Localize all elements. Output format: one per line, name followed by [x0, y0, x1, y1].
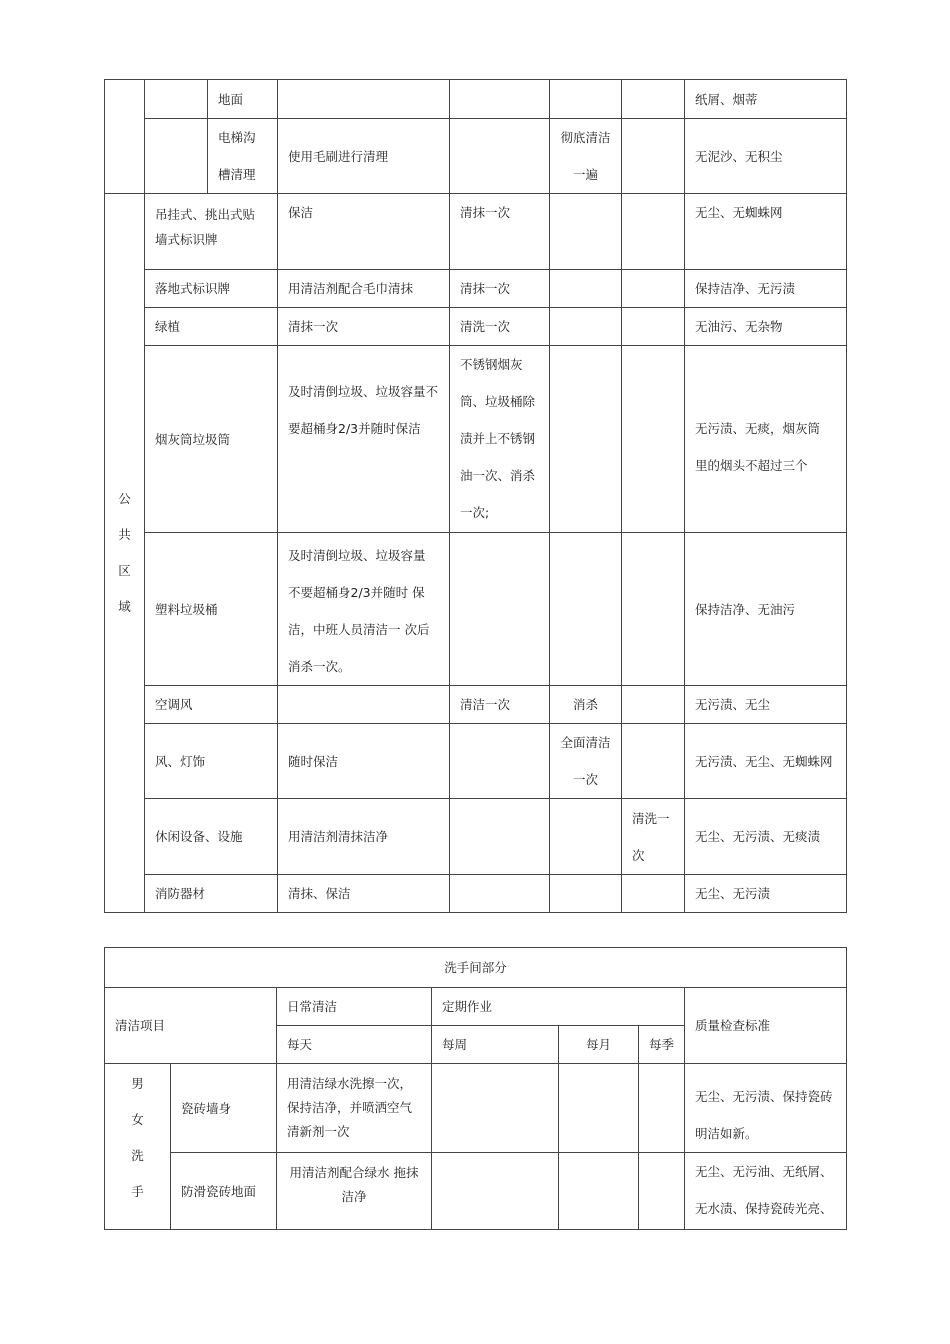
standard-cell: 无油污、无杂物	[685, 308, 847, 346]
weekly-cell	[450, 533, 550, 686]
standard-cell: 无污渍、无痰，烟灰筒 里的烟头不超过三个	[685, 346, 847, 533]
header-weekly: 每周	[432, 1026, 559, 1064]
daily-cell: 保洁	[278, 194, 450, 270]
daily-cell: 清抹、保洁	[278, 875, 450, 913]
item-cell: 吊挂式、挑出式贴墙式标识牌	[145, 194, 278, 270]
standard-cell: 无污渍、无尘、无蜘蛛网	[685, 724, 847, 799]
table-row	[105, 686, 847, 724]
item-cell: 地面	[208, 80, 278, 119]
monthly-cell	[550, 875, 622, 913]
daily-cell: 及时清倒垃圾、垃圾容量不要超桶身2/3并随时保洁	[278, 346, 450, 533]
header-quarterly: 每季	[639, 1026, 685, 1064]
standard-cell: 无尘、无污渍、无痰渍	[685, 799, 847, 875]
monthly-cell	[550, 270, 622, 308]
standard-cell: 纸屑、烟蒂	[685, 80, 847, 119]
standard-cell: 保持洁净、无污渍	[685, 270, 847, 308]
weekly-cell: 不锈钢烟灰筒、垃圾桶除渍并上不锈钢油一次、消杀一次;	[450, 346, 550, 533]
standard-cell: 无尘、无污渍	[685, 875, 847, 913]
item-cell: 防滑瓷砖地面	[171, 1153, 277, 1230]
table-row	[105, 799, 847, 875]
monthly-cell: 消杀	[550, 686, 622, 724]
monthly-cell	[550, 533, 622, 686]
table-row	[105, 308, 847, 346]
daily-cell: 用清洁剂配合毛巾清抹	[278, 270, 450, 308]
standard-cell: 无泥沙、无积尘	[685, 119, 847, 194]
item-cell: 绿植	[145, 308, 278, 346]
quarterly-cell	[622, 724, 685, 799]
item-cell: 风、灯饰	[145, 724, 278, 799]
table-row	[105, 194, 847, 270]
item-cell: 瓷砖墙身	[171, 1064, 277, 1153]
weekly-cell: 清洗一次	[450, 308, 550, 346]
standard-cell: 保持洁净、无油污	[685, 533, 847, 686]
header-daily: 每天	[277, 1026, 432, 1064]
table-row	[105, 1153, 847, 1230]
daily-cell: 使用毛刷进行清理	[278, 119, 450, 194]
table-row	[105, 80, 847, 119]
table-row	[105, 875, 847, 913]
weekly-cell	[450, 80, 550, 119]
quarterly-cell	[622, 119, 685, 194]
header-item: 清洁项目	[105, 988, 277, 1064]
item-cell: 落地式标识牌	[145, 270, 278, 308]
weekly-cell	[450, 875, 550, 913]
daily-cell: 用清洁剂配合绿水 拖抹洁净	[277, 1153, 432, 1230]
standard-cell: 无尘、无蜘蛛网	[685, 194, 847, 270]
daily-cell: 用清洁剂清抹洁净	[278, 799, 450, 875]
item-cell: 消防器材	[145, 875, 278, 913]
item-cell: 空调风	[145, 686, 278, 724]
quarterly-cell	[622, 308, 685, 346]
quarterly-cell	[622, 875, 685, 913]
monthly-cell	[559, 1153, 639, 1230]
daily-cell	[278, 80, 450, 119]
monthly-cell	[550, 80, 622, 119]
item-cell: 塑料垃圾桶	[145, 533, 278, 686]
blank-cell	[145, 119, 208, 194]
quarterly-cell: 清洗一次	[622, 799, 685, 875]
header-periodic-group: 定期作业	[432, 988, 685, 1026]
cleaning-table-restroom	[104, 947, 847, 1230]
daily-cell: 及时清倒垃圾、垃圾容量 不要超桶身2/3并随时 保洁，中班人员清洁一 次后消杀一次。	[278, 533, 450, 686]
standard-cell: 无尘、无污渍、保持瓷砖明洁如新。	[685, 1064, 847, 1153]
quarterly-cell	[622, 194, 685, 270]
table-row	[105, 533, 847, 686]
weekly-cell	[450, 119, 550, 194]
restroom-group-label: 男女洗手	[105, 1064, 171, 1230]
weekly-cell	[450, 799, 550, 875]
standard-cell: 无污渍、无尘	[685, 686, 847, 724]
public-area-label: 公共区域	[105, 194, 145, 913]
blank-cell	[145, 80, 208, 119]
header-standard: 质量检查标准	[685, 988, 847, 1064]
cleaning-table-public	[104, 79, 847, 913]
monthly-cell: 彻底清洁一遍	[550, 119, 622, 194]
monthly-cell	[550, 346, 622, 533]
quarterly-cell	[622, 270, 685, 308]
table-row	[105, 1064, 847, 1153]
item-cell: 休闲设备、设施	[145, 799, 278, 875]
header-monthly: 每月	[559, 1026, 639, 1064]
monthly-cell	[550, 308, 622, 346]
table-row	[105, 724, 847, 799]
daily-cell: 用清洁绿水洗擦一次，保持洁净，并喷洒空气清新剂一次	[277, 1064, 432, 1153]
weekly-cell	[432, 1064, 559, 1153]
monthly-cell	[559, 1064, 639, 1153]
weekly-cell: 清抹一次	[450, 270, 550, 308]
daily-cell	[278, 686, 450, 724]
monthly-cell	[550, 799, 622, 875]
item-cell: 电梯沟槽清理	[208, 119, 278, 194]
table-row	[105, 346, 847, 533]
table-row	[105, 988, 847, 1026]
weekly-cell: 清抹一次	[450, 194, 550, 270]
quarterly-cell	[622, 686, 685, 724]
standard-cell: 无尘、无污油、无纸屑、无水渍、保持瓷砖光亮、	[685, 1153, 847, 1230]
table-row	[105, 270, 847, 308]
daily-cell: 随时保洁	[278, 724, 450, 799]
daily-cell: 清抹一次	[278, 308, 450, 346]
section-title: 洗手间部分	[105, 948, 847, 988]
quarterly-cell	[622, 346, 685, 533]
quarterly-cell	[622, 80, 685, 119]
table-row	[105, 948, 847, 988]
monthly-cell: 全面清洁一次	[550, 724, 622, 799]
weekly-cell	[450, 724, 550, 799]
quarterly-cell	[639, 1153, 685, 1230]
weekly-cell	[432, 1153, 559, 1230]
monthly-cell	[550, 194, 622, 270]
item-cell: 烟灰筒垃圾筒	[145, 346, 278, 533]
table-row	[105, 119, 847, 194]
blank-cell	[105, 80, 145, 194]
quarterly-cell	[639, 1064, 685, 1153]
weekly-cell: 清洁一次	[450, 686, 550, 724]
quarterly-cell	[622, 533, 685, 686]
header-daily-group: 日常清洁	[277, 988, 432, 1026]
